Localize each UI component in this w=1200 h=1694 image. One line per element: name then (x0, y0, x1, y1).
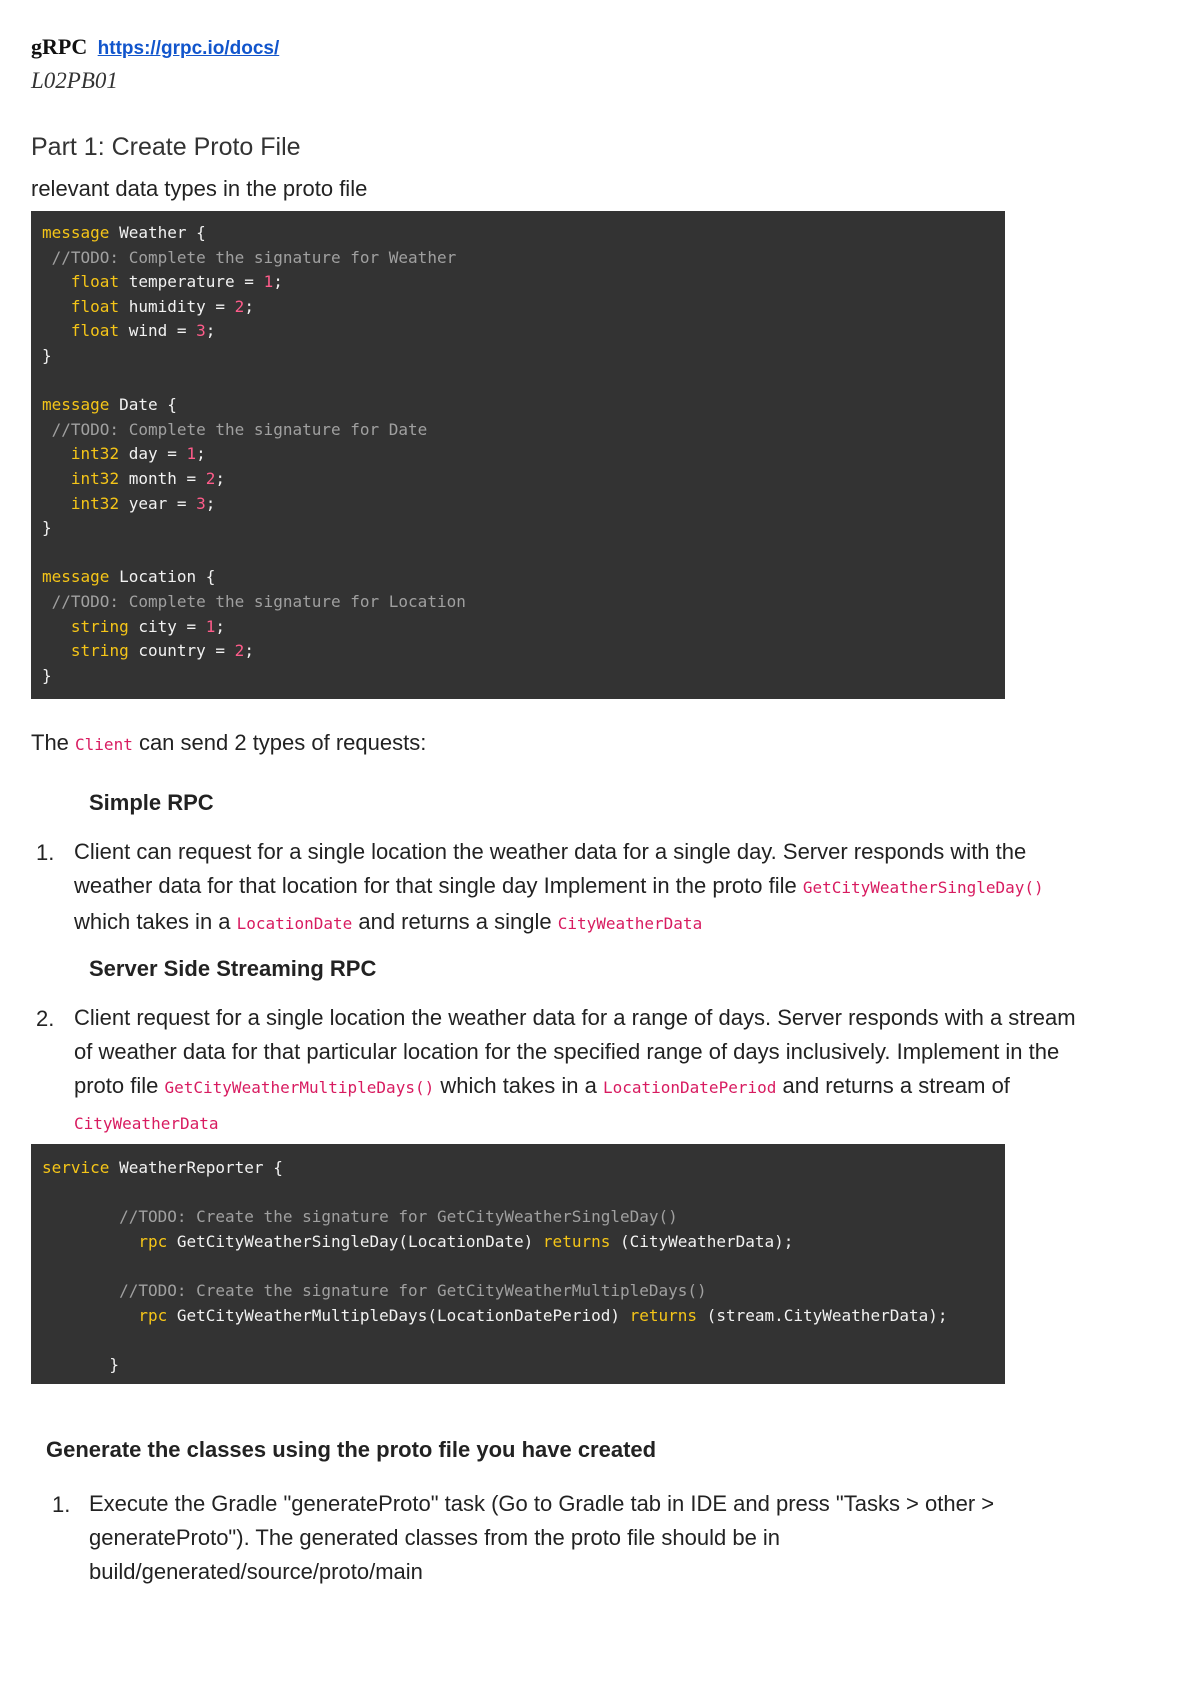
streaming-rpc-number: 2. (36, 1006, 55, 1031)
code-token: float (70, 272, 120, 292)
code-token (42, 1232, 138, 1251)
code-line (42, 393, 1005, 418)
code-token: ; (215, 616, 226, 636)
code-token: GetCityWeatherMultipleDays(LocationDatePeriod) (167, 1305, 630, 1325)
code-token: 3 (196, 321, 206, 341)
code-token: int32 (70, 493, 120, 513)
code-token (42, 444, 71, 463)
code-token: } (42, 1354, 120, 1374)
code-token: ; (244, 641, 254, 661)
code-line (42, 1181, 1005, 1206)
code-line (42, 639, 1005, 664)
header (31, 34, 279, 60)
code-token: } (42, 665, 52, 685)
proto-code-block (31, 211, 1005, 699)
streaming-rpc-line4 (74, 1105, 1194, 1141)
code-line (42, 295, 1005, 320)
streaming-rpc-line3 (74, 1069, 1194, 1105)
code-line (42, 442, 1005, 467)
docs-link[interactable]: https://grpc.io/docs/ (97, 38, 280, 59)
code-line (42, 1353, 1005, 1378)
code-token: //TODO: Complete the signature for Location (42, 591, 466, 611)
city-weather-data-code: CityWeatherData (557, 914, 703, 933)
code-token: wind = (119, 321, 197, 341)
code-token: //TODO: Create the signature for GetCityWeatherSingleDay() (42, 1207, 678, 1227)
code-line (42, 1328, 1005, 1353)
code-token: GetCityWeatherSingleDay(LocationDate) (167, 1231, 543, 1251)
code-token (42, 494, 71, 513)
code-token: float (70, 321, 120, 341)
code-line (42, 418, 1005, 443)
code-token: temperature = (119, 272, 264, 292)
code-token: } (42, 345, 52, 365)
code-line (42, 615, 1005, 640)
code-token: float (70, 296, 120, 316)
code-line (42, 1279, 1005, 1304)
code-line (42, 369, 1005, 394)
code-line (42, 1205, 1005, 1230)
code-token: WeatherReporter (109, 1158, 264, 1177)
streaming-rpc-item (74, 1001, 1194, 1141)
code-token: ; (196, 444, 206, 464)
code-token: 2 (234, 641, 245, 661)
code-token: int32 (70, 444, 120, 464)
code-token: message (42, 567, 110, 587)
code-line (42, 1254, 1005, 1279)
code-token: city = (128, 616, 206, 636)
code-token: string (70, 641, 129, 661)
code-token: (stream.CityWeatherData); (697, 1305, 948, 1325)
code-token: month = (119, 468, 206, 488)
simple-rpc-line1: Client can request for a single location the weather data for a single day. Server responds with the (74, 839, 1027, 864)
simple-rpc-line2-text: weather data for that location for that single day Implement in the proto file (74, 873, 803, 898)
code-token (42, 321, 71, 340)
code-token: string (70, 616, 129, 636)
code-line (42, 1230, 1005, 1255)
code-token (42, 641, 71, 660)
code-token: rpc (138, 1305, 168, 1325)
code-token (42, 272, 71, 291)
code-token: int32 (70, 468, 120, 488)
client-paragraph (31, 730, 426, 756)
streaming-rpc-line3-c: and returns a stream of (776, 1073, 1010, 1098)
code-token: Weather (109, 223, 187, 242)
code-token: year = (119, 493, 197, 513)
code-line (42, 590, 1005, 615)
code-token: message (42, 223, 110, 242)
generate-item (89, 1487, 1189, 1589)
code-token: ; (205, 321, 216, 341)
code-token: { (186, 223, 206, 242)
code-token: returns (542, 1231, 611, 1251)
intro-paragraph: relevant data types in the proto file (31, 176, 368, 201)
generate-line3: build/generated/source/proto/main (89, 1559, 423, 1584)
client-text-before: The (31, 730, 76, 755)
single-day-method-code: GetCityWeatherSingleDay() (802, 878, 1044, 897)
course-code: L02PB01 (31, 68, 118, 93)
code-line (42, 1304, 1005, 1329)
generate-heading: Generate the classes using the proto file you have created (46, 1437, 657, 1462)
location-date-code: LocationDate (236, 914, 353, 933)
streaming-rpc-line1: Client request for a single location the weather data for a range of days. Server responds with a stream (74, 1005, 1076, 1030)
code-line (42, 541, 1005, 566)
location-date-period-code: LocationDatePeriod (602, 1078, 777, 1097)
code-token: day = (119, 444, 187, 464)
client-inline-code: Client (75, 735, 133, 754)
generate-number: 1. (52, 1492, 71, 1517)
code-token: { (196, 567, 216, 587)
streaming-rpc-line3-b: which takes in a (434, 1073, 603, 1098)
simple-rpc-number: 1. (36, 840, 55, 865)
code-token: { (263, 1158, 283, 1177)
code-line (42, 467, 1005, 492)
code-line (42, 565, 1005, 590)
code-token: //TODO: Complete the signature for Weather (42, 247, 457, 267)
code-token: { (157, 395, 177, 415)
simple-rpc-item (74, 835, 1184, 941)
city-weather-data-stream-code: CityWeatherData (74, 1114, 219, 1133)
code-line (42, 1156, 1005, 1181)
code-line (42, 664, 1005, 689)
code-token (42, 297, 71, 316)
code-token: service (42, 1158, 110, 1177)
code-token: 3 (196, 493, 206, 513)
code-token: Date (109, 395, 158, 415)
code-line (42, 221, 1005, 246)
simple-rpc-line3-b: and returns a single (352, 909, 558, 934)
code-token: 1 (205, 616, 216, 636)
code-token: 2 (205, 468, 216, 488)
generate-line2: generateProto"). The generated classes from the proto file should be in (89, 1525, 781, 1550)
code-line (42, 492, 1005, 517)
code-token: country = (128, 641, 235, 661)
code-token: //TODO: Complete the signature for Date (42, 419, 428, 439)
code-token: //TODO: Create the signature for GetCityWeatherMultipleDays() (42, 1280, 707, 1300)
code-token: returns (629, 1305, 698, 1325)
multiple-days-method-code: GetCityWeatherMultipleDays() (164, 1078, 435, 1097)
client-text-after: can send 2 types of requests: (132, 730, 427, 755)
code-token: 1 (263, 272, 274, 292)
code-token: 1 (186, 444, 197, 464)
code-token: (CityWeatherData); (610, 1231, 794, 1251)
code-line (42, 344, 1005, 369)
brand-title: gRPC (31, 34, 88, 59)
code-token: rpc (138, 1231, 168, 1251)
simple-rpc-line3-a: which takes in a (74, 909, 237, 934)
code-token: ; (215, 468, 226, 488)
part-title: Part 1: Create Proto File (31, 133, 301, 161)
code-token: humidity = (119, 296, 235, 316)
code-token: ; (273, 272, 283, 292)
code-token (42, 617, 71, 636)
code-token (42, 469, 71, 488)
simple-rpc-heading: Simple RPC (89, 790, 214, 815)
code-token: Location (109, 567, 197, 587)
code-token: ; (244, 296, 254, 316)
code-token (42, 1306, 138, 1325)
streaming-rpc-line2: of weather data for that particular location for the specified range of days inclusively. Implement in the (74, 1039, 1060, 1064)
code-token: ; (205, 493, 216, 513)
code-token: 2 (234, 296, 245, 316)
code-line (42, 270, 1005, 295)
code-token: message (42, 395, 110, 415)
simple-rpc-line3 (74, 905, 1184, 941)
code-line (42, 516, 1005, 541)
streaming-rpc-line3-a: proto file (74, 1073, 165, 1098)
streaming-rpc-heading: Server Side Streaming RPC (89, 956, 377, 981)
code-line (42, 246, 1005, 271)
service-code-block (31, 1144, 1005, 1384)
code-token: } (42, 518, 52, 538)
generate-line1: Execute the Gradle "generateProto" task (Go to Gradle tab in IDE and press "Tasks > other > (89, 1491, 995, 1516)
simple-rpc-line2 (74, 869, 1184, 905)
code-line (42, 319, 1005, 344)
